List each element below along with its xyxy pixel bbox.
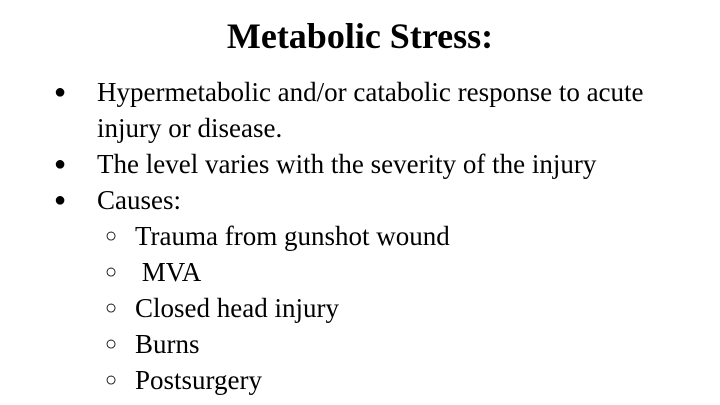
sub-bullet-text: Burns — [135, 329, 200, 359]
hollow-bullet-icon: ○ — [105, 261, 118, 283]
hollow-bullet-icon: ○ — [105, 297, 118, 319]
slide-title: Metabolic Stress: — [226, 16, 494, 56]
filled-bullet-icon: ● — [54, 189, 67, 211]
hollow-bullet-icon: ○ — [105, 369, 118, 391]
bullet-item — [50, 74, 690, 146]
filled-bullet-icon: ● — [54, 81, 67, 103]
hollow-bullet-icon: ○ — [105, 333, 118, 355]
bullet-list — [50, 74, 690, 398]
sub-bullet-text: Closed head injury — [135, 293, 339, 323]
bullet-item — [50, 146, 690, 182]
bullet-text: Causes: — [97, 185, 181, 215]
sub-bullet-item — [97, 218, 690, 254]
filled-bullet-icon: ● — [54, 153, 67, 175]
bullet-text: The level varies with the severity of the injury — [97, 149, 597, 179]
sub-bullet-item — [97, 290, 690, 326]
sub-bullet-item — [97, 326, 690, 362]
bullet-item — [50, 182, 690, 218]
sub-bullet-text: MVA — [135, 257, 202, 287]
bullet-text: Hypermetabolic and/or catabolic response to acute injury or disease. — [97, 77, 644, 143]
sub-bullet-item — [97, 362, 690, 398]
sub-bullet-item — [97, 254, 690, 290]
hollow-bullet-icon: ○ — [105, 225, 118, 247]
sub-bullet-text: Postsurgery — [135, 365, 263, 395]
causes-sublist — [97, 218, 690, 398]
sub-bullet-text: Trauma from gunshot wound — [135, 221, 450, 251]
